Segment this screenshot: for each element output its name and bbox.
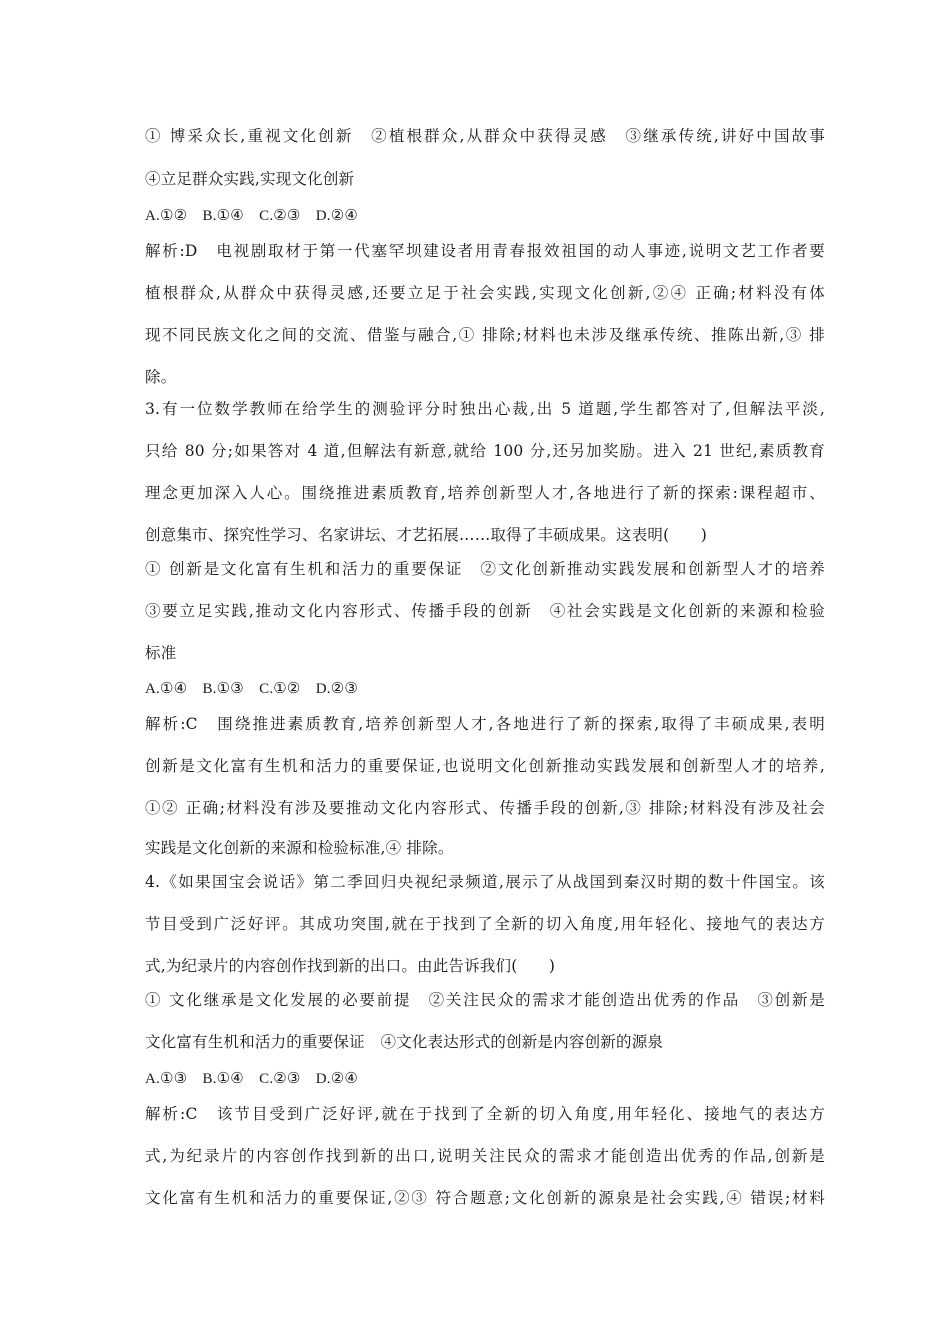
q3-stem-line-2: 只给 80 分;如果答对 4 道,但解法有新意,就给 100 分,还另加奖励。进入 21 世纪,素质教育: [145, 442, 825, 460]
q3-analysis-line-1: 解析:C 围绕推进素质教育,培养创新型人才,各地进行了新的探索,取得了丰硕成果,表明: [145, 715, 825, 733]
q3-options-line-1: ① 创新是文化富有生机和活力的重要保证 ②文化创新推动实践发展和创新型人才的培养: [145, 560, 825, 578]
q4-options-line-2: 文化富有生机和活力的重要保证 ④文化表达形式的创新是内容创新的源泉: [145, 1033, 664, 1051]
q4-analysis-line-3: 文化富有生机和活力的重要保证,②③ 符合题意;文化创新的源泉是社会实践,④ 错误;材料: [145, 1189, 825, 1207]
q2-answer-choices: A.①② B.①④ C.②③ D.②④: [145, 208, 359, 224]
q2-analysis-line-2: 植根群众,从群众中获得灵感,还要立足于社会实践,实现文化创新,②④ 正确;材料没有体: [145, 284, 825, 302]
q3-answer-choices: A.①④ B.①③ C.①② D.②③: [145, 681, 359, 697]
q3-analysis-line-2: 创新是文化富有生机和活力的重要保证,也说明文化创新推动实践发展和创新型人才的培养,: [145, 757, 825, 775]
q2-options-line-2: ④立足群众实践,实现文化创新: [145, 170, 355, 188]
q3-stem-line-4: 创意集市、探究性学习、名家讲坛、才艺拓展……取得了丰硕成果。这表明( ): [145, 526, 707, 544]
q3-stem-line-1: 3.有一位数学教师在给学生的测验评分时独出心裁,出 5 道题,学生都答对了,但解法平淡,: [145, 400, 825, 418]
q4-stem-line-2: 节目受到广泛好评。其成功突围,就在于找到了全新的切入角度,用年轻化、接地气的表达方: [145, 915, 825, 933]
q3-options-line-3: 标准: [145, 644, 177, 662]
q4-stem-line-1: 4.《如果国宝会说话》第二季回归央视纪录频道,展示了从战国到秦汉时期的数十件国宝。该: [145, 873, 825, 891]
q3-options-line-2: ③要立足实践,推动文化内容形式、传播手段的创新 ④社会实践是文化创新的来源和检验: [145, 602, 825, 620]
q2-options-line-1: ① 博采众长,重视文化创新 ②植根群众,从群众中获得灵感 ③继承传统,讲好中国故事: [145, 127, 825, 145]
q3-analysis-line-4: 实践是文化创新的来源和检验标准,④ 排除。: [145, 839, 454, 857]
q2-analysis-line-1: 解析:D 电视剧取材于第一代塞罕坝建设者用青春报效祖国的动人事迹,说明文艺工作者要: [145, 242, 825, 260]
q4-answer-choices: A.①③ B.①④ C.②③ D.②④: [145, 1071, 359, 1087]
q3-stem-line-3: 理念更加深入人心。围绕推进素质教育,培养创新型人才,各地进行了新的探索:课程超市、: [145, 484, 825, 502]
q4-analysis-line-1: 解析:C 该节目受到广泛好评,就在于找到了全新的切入角度,用年轻化、接地气的表达方: [145, 1105, 825, 1123]
q2-analysis-line-3: 现不同民族文化之间的交流、借鉴与融合,① 排除;材料也未涉及继承传统、推陈出新,③ 排: [145, 326, 825, 344]
q4-stem-line-3: 式,为纪录片的内容创作找到新的出口。由此告诉我们( ): [145, 957, 556, 975]
q2-analysis-line-4: 除。: [145, 368, 177, 386]
q4-options-line-1: ① 文化继承是文化发展的必要前提 ②关注民众的需求才能创造出优秀的作品 ③创新是: [145, 991, 825, 1009]
q4-analysis-line-2: 式,为纪录片的内容创作找到新的出口,说明关注民众的需求才能创造出优秀的作品,创新是: [145, 1147, 825, 1165]
q3-analysis-line-3: ①② 正确;材料没有涉及要推动文化内容形式、传播手段的创新,③ 排除;材料没有涉及社会: [145, 799, 825, 817]
